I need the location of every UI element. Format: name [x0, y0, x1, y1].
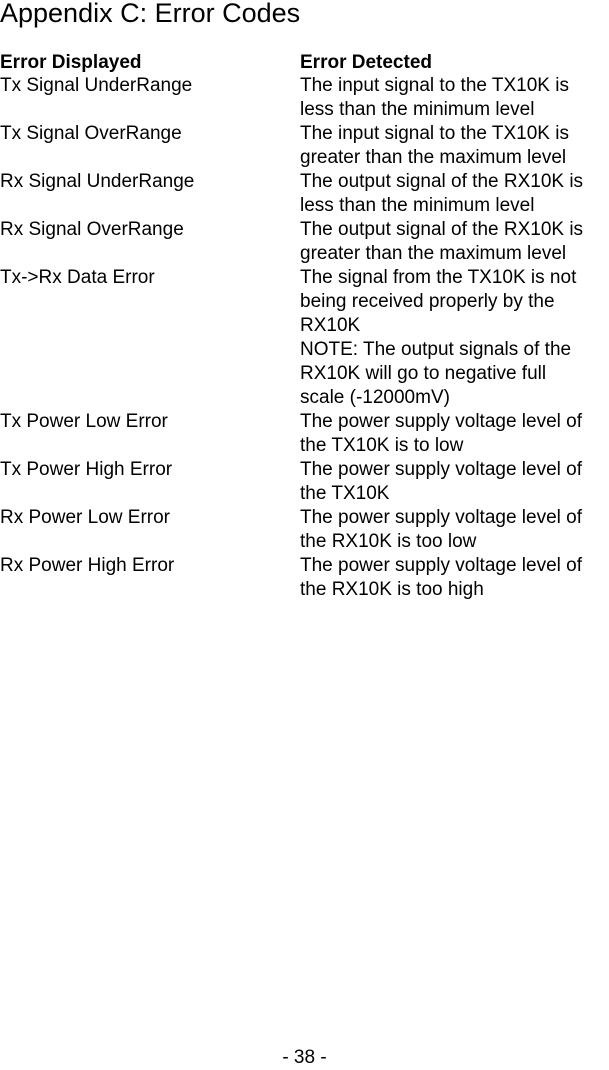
- error-detected-line: the TX10K is to low: [300, 435, 464, 456]
- error-displayed-cell: Tx->Rx Data Error: [0, 267, 155, 288]
- error-detected-cell: [300, 170, 609, 218]
- page-title: Appendix C: Error Codes: [0, 0, 301, 28]
- table-row: [0, 74, 609, 122]
- error-detected-cell: [300, 458, 609, 506]
- error-displayed-cell: Rx Power Low Error: [0, 507, 170, 528]
- error-detected-cell: [300, 410, 609, 458]
- table-body: [0, 74, 609, 602]
- error-displayed-cell: Tx Power Low Error: [0, 411, 168, 432]
- error-detected-cell: [300, 122, 609, 170]
- error-detected-cell: [300, 266, 609, 410]
- error-detected-cell: [300, 218, 609, 266]
- error-detected-line: the RX10K is too low: [300, 531, 477, 552]
- table-row: [0, 218, 609, 266]
- error-detected-line: greater than the maximum level: [300, 243, 567, 264]
- table-row: [0, 506, 609, 554]
- page-number: - 38 -: [282, 1047, 327, 1068]
- header-error-detected: Error Detected: [300, 52, 432, 73]
- error-displayed-cell: Tx Signal UnderRange: [0, 75, 193, 96]
- error-detected-line: The power supply voltage level of: [300, 411, 582, 432]
- table-row: [0, 458, 609, 506]
- table-header-row: [0, 51, 609, 75]
- error-detected-line: less than the minimum level: [300, 99, 535, 120]
- error-detected-line: The power supply voltage level of: [300, 459, 582, 480]
- table-row: [0, 122, 609, 170]
- error-detected-cell: [300, 74, 609, 122]
- error-detected-cell: [300, 554, 609, 602]
- error-detected-line: being received properly by the: [300, 291, 555, 312]
- error-displayed-cell: Rx Signal UnderRange: [0, 171, 195, 192]
- error-detected-line: The input signal to the TX10K is: [300, 75, 569, 96]
- error-detected-line: The output signal of the RX10K is: [300, 171, 584, 192]
- error-detected-line: NOTE: The output signals of the: [300, 339, 572, 360]
- error-displayed-cell: Tx Power High Error: [0, 459, 173, 480]
- error-detected-line: The power supply voltage level of: [300, 555, 582, 576]
- error-detected-line: The output signal of the RX10K is: [300, 219, 584, 240]
- table-row: [0, 410, 609, 458]
- error-detected-line: The input signal to the TX10K is: [300, 123, 569, 144]
- error-detected-cell: [300, 506, 609, 554]
- error-detected-line: RX10K will go to negative full: [300, 363, 547, 384]
- error-displayed-cell: Tx Signal OverRange: [0, 123, 182, 144]
- error-detected-line: scale (-12000mV): [300, 387, 450, 408]
- table-row: [0, 266, 609, 410]
- error-detected-line: the RX10K is too high: [300, 579, 484, 600]
- table-row: [0, 170, 609, 218]
- error-displayed-cell: Rx Power High Error: [0, 555, 175, 576]
- header-error-displayed: Error Displayed: [0, 52, 142, 73]
- error-detected-line: the TX10K: [300, 483, 390, 504]
- error-detected-line: greater than the maximum level: [300, 147, 567, 168]
- table-row: [0, 554, 609, 602]
- error-codes-table: [0, 51, 609, 602]
- error-detected-line: The power supply voltage level of: [300, 507, 582, 528]
- error-detected-line: RX10K: [300, 315, 361, 336]
- error-displayed-cell: Rx Signal OverRange: [0, 219, 184, 240]
- error-detected-line: The signal from the TX10K is not: [300, 267, 577, 288]
- error-detected-line: less than the minimum level: [300, 195, 535, 216]
